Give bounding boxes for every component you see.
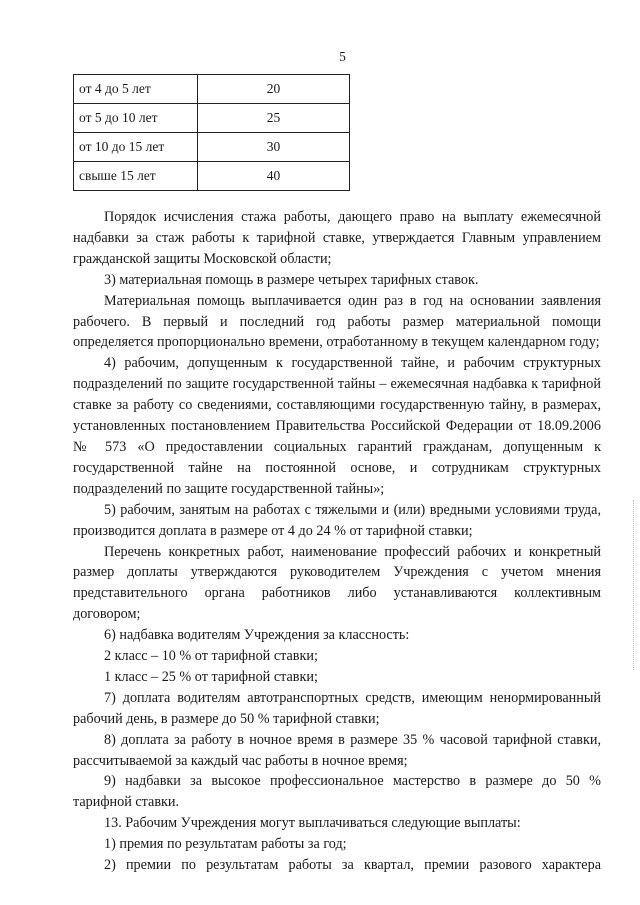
paragraph-13-item-2: 2) премии по результатам работы за квартал, премии разового характера — [104, 857, 601, 874]
paragraph-seniority-order: Порядок исчисления стажа работы, дающего право на выплату ежемесячной надбавки за стаж работы к тарифной ставке, утверждается Главным управлением гражданской защиты Московской области; — [73, 209, 601, 267]
years-cell: от 4 до 5 лет — [74, 75, 198, 104]
paragraph-section-13: 13. Рабочим Учреждения могут выплачиваться следующие выплаты: — [104, 815, 521, 832]
paragraph-item-3: 3) материальная помощь в размере четырех тарифных ставок. — [104, 271, 479, 288]
paragraph-item-7: 7) доплата водителям автотранспортных средств, имеющим ненормированный рабочий день, в размере до 50 % тарифной ставки; — [73, 689, 601, 727]
value-cell: 20 — [198, 75, 350, 104]
table-row — [74, 162, 350, 191]
value-cell: 30 — [198, 133, 350, 162]
value-cell: 40 — [198, 162, 350, 191]
scan-edge-mark — [633, 500, 636, 670]
value-cell: 25 — [198, 104, 350, 133]
paragraph-item-8: 8) доплата за работу в ночное время в размере 35 % часовой тарифной ставки, рассчитываемой за каждый час работы в ночное время; — [73, 731, 601, 769]
table-row — [74, 133, 350, 162]
paragraph-class-2: 2 класс – 10 % от тарифной ставки; — [104, 648, 318, 665]
table-row — [74, 104, 350, 133]
paragraph-class-1: 1 класс – 25 % от тарифной ставки; — [104, 668, 318, 685]
paragraph-work-list: Перечень конкретных работ, наименование профессий рабочих и конкретный размер доплаты утверждаются руководителем Учреждения с учетом мнения представительного органа работников либо устанавливаются коллективным договором; — [73, 543, 601, 623]
paragraph-item-9: 9) надбавки за высокое профессиональное мастерство в размере до 50 % тарифной ставки. — [73, 773, 601, 811]
paragraph-13-item-1: 1) премия по результатам работы за год; — [104, 836, 347, 853]
page-number: 5 — [339, 49, 346, 64]
paragraph-item-6: 6) надбавка водителям Учреждения за классность: — [104, 627, 410, 644]
years-cell: от 5 до 10 лет — [74, 104, 198, 133]
paragraph-item-5: 5) рабочим, занятым на работах с тяжелыми и (или) вредными условиями труда, производится доплата в размере от 4 до 24 % от тарифной ставки; — [73, 501, 601, 539]
years-cell: свыше 15 лет — [74, 162, 198, 191]
years-cell: от 10 до 15 лет — [74, 133, 198, 162]
paragraph-material-aid: Материальная помощь выплачивается один раз в год на основании заявления рабочего. В первый и последний год работы размер материальной помощи определяется пропорционально времени, отработанному в текущем календарном году; — [73, 292, 601, 351]
table-row — [74, 75, 350, 104]
seniority-table — [73, 74, 350, 191]
document-body — [73, 207, 601, 876]
paragraph-item-4: 4) рабочим, допущенным к государственной тайне, и рабочим структурных подразделений по защите государственной тайны – ежемесячная надбавка к тарифной ставке за работу со сведениями, составляющими государственную тайну, в размерах, установленных постановлением Правительства Российской Федерации от 18.09.2006 № 573 «О предоставлении социальных гарантий гражданам, допущенным к государственной тайне на постоянной основе, и сотрудникам структурных подразделений по защите государственной тайны»; — [73, 355, 601, 497]
